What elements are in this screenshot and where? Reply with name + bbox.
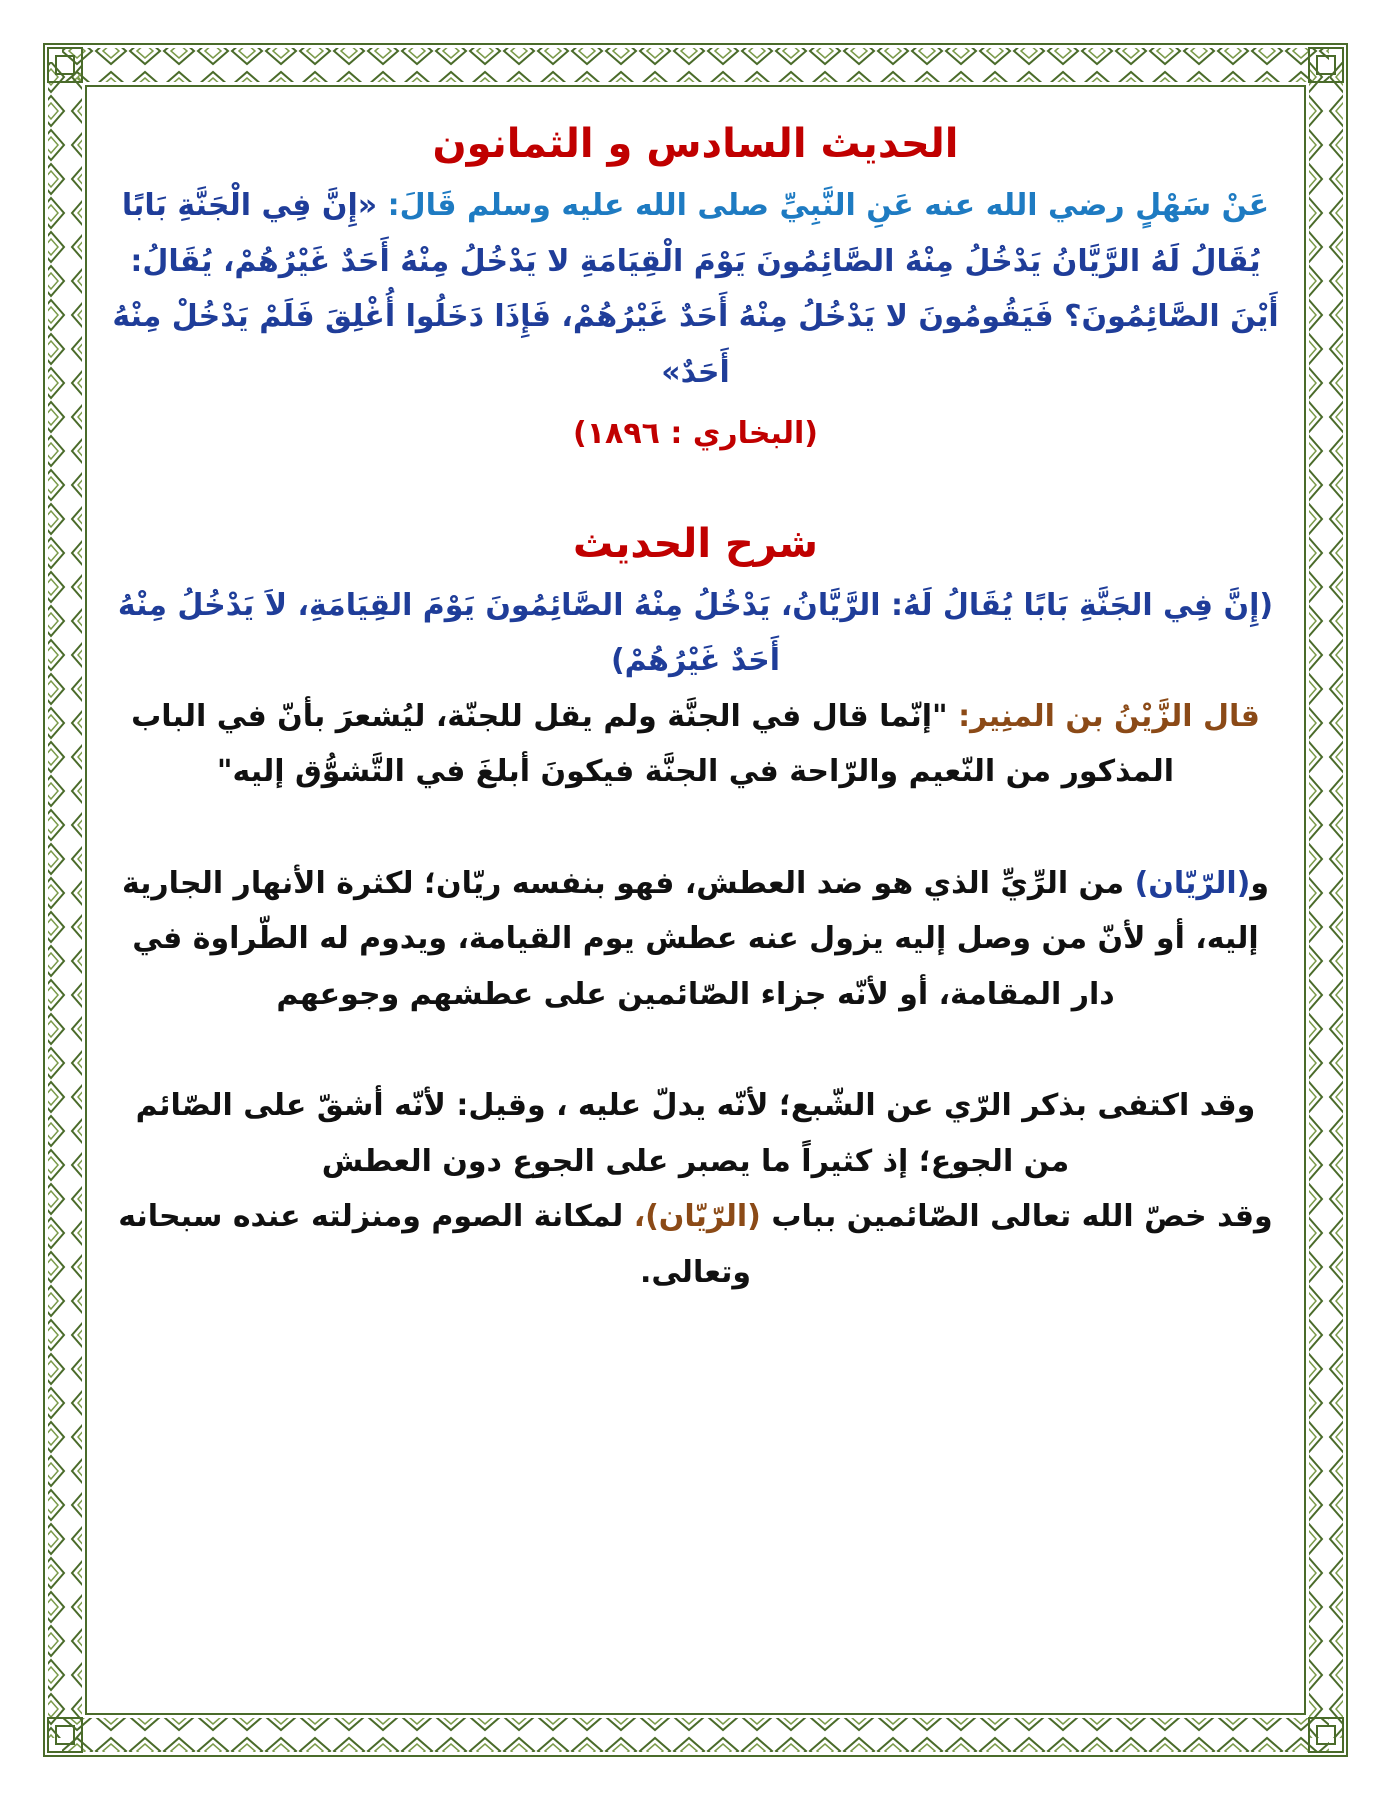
commentary-speaker: قال الزَّيْنُ بن المنِير:	[958, 698, 1260, 734]
commentary-paragraph-rayyan	[110, 856, 1281, 1023]
commentary-paragraph-thirst: وقد اكتفى بذكر الرّي عن الشّبع؛ لأنّه يدلّ عليه ، وقيل: لأنّه أشقّ على الصّائم من الجوع؛ إذ كثيراً ما يصبر على الجوع دون العطش	[135, 1088, 1256, 1179]
hadith-source: (البخاري : ١٨٩٦)	[572, 416, 818, 451]
p2-rest: من الرِّيِّ الذي هو ضد العطش، فهو بنفسه ريّان؛ لكثرة الأنهار الجارية إليه، أو لأنّ من وصل إليه يزول عنه عطش يوم القيامة، ويدوم له الطّراوة في دار المقامة، أو لأنّه جزاء الصّائمين على عطشهم وجوعهم	[121, 865, 1259, 1012]
p2-prefix: و	[1250, 865, 1270, 901]
p2-term: (الرّيّان)	[1134, 865, 1251, 901]
p4-term: (الرّيّان)،	[633, 1199, 761, 1234]
page-content	[110, 118, 1281, 1300]
hadith-text	[110, 178, 1281, 400]
hadith-narrator: عَنْ سَهْلٍ رضي الله عنه عَنِ النَّبِيِّ صلى الله عليه وسلم قَالَ:	[387, 188, 1270, 223]
explanation-title: شرح الحديث	[573, 520, 818, 567]
page-title: الحديث السادس و الثمانون	[432, 121, 959, 167]
commentary-quote-text: "إنّما قال في الجنَّة ولم يقل للجنّة، ليُشعرَ بأنّ في الباب المذكور من النّعيم والرّاحة في الجنَّة فيكونَ أبلغَ في التَّشوُّق إليه"	[131, 698, 1175, 789]
commentary-quote	[110, 689, 1281, 800]
commentary-paragraph-conclusion	[110, 1189, 1281, 1300]
p4-before: وقد خصّ الله تعالى الصّائمين بباب	[771, 1199, 1273, 1234]
quoted-hadith: (إِنَّ فِي الجَنَّةِ بَابًا يُقَالُ لَهُ: الرَّيَّانُ، يَدْخُلُ مِنْهُ الصَّائِمُونَ يَوْمَ القِيَامَةِ، لاَ يَدْخُلُ مِنْهُ أَحَدٌ غَيْرُهُمْ)	[117, 587, 1274, 678]
hadith-body: «إِنَّ فِي الْجَنَّةِ بَابًا يُقَالُ لَهُ الرَّيَّانُ يَدْخُلُ مِنْهُ الصَّائِمُونَ يَوْمَ الْقِيَامَةِ لا يَدْخُلُ مِنْهُ أَحَدٌ غَيْرُهُمْ، يُقَالُ: أَيْنَ الصَّائِمُونَ؟ فَيَقُومُونَ لا يَدْخُلُ مِنْهُ أَحَدٌ غَيْرُهُمْ، فَإِذَا دَخَلُوا أُغْلِقَ فَلَمْ يَدْخُلْ مِنْهُ أَحَدٌ»	[112, 188, 1279, 390]
p4-after: لمكانة الصوم ومنزلته عنده سبحانه وتعالى.	[118, 1199, 752, 1290]
